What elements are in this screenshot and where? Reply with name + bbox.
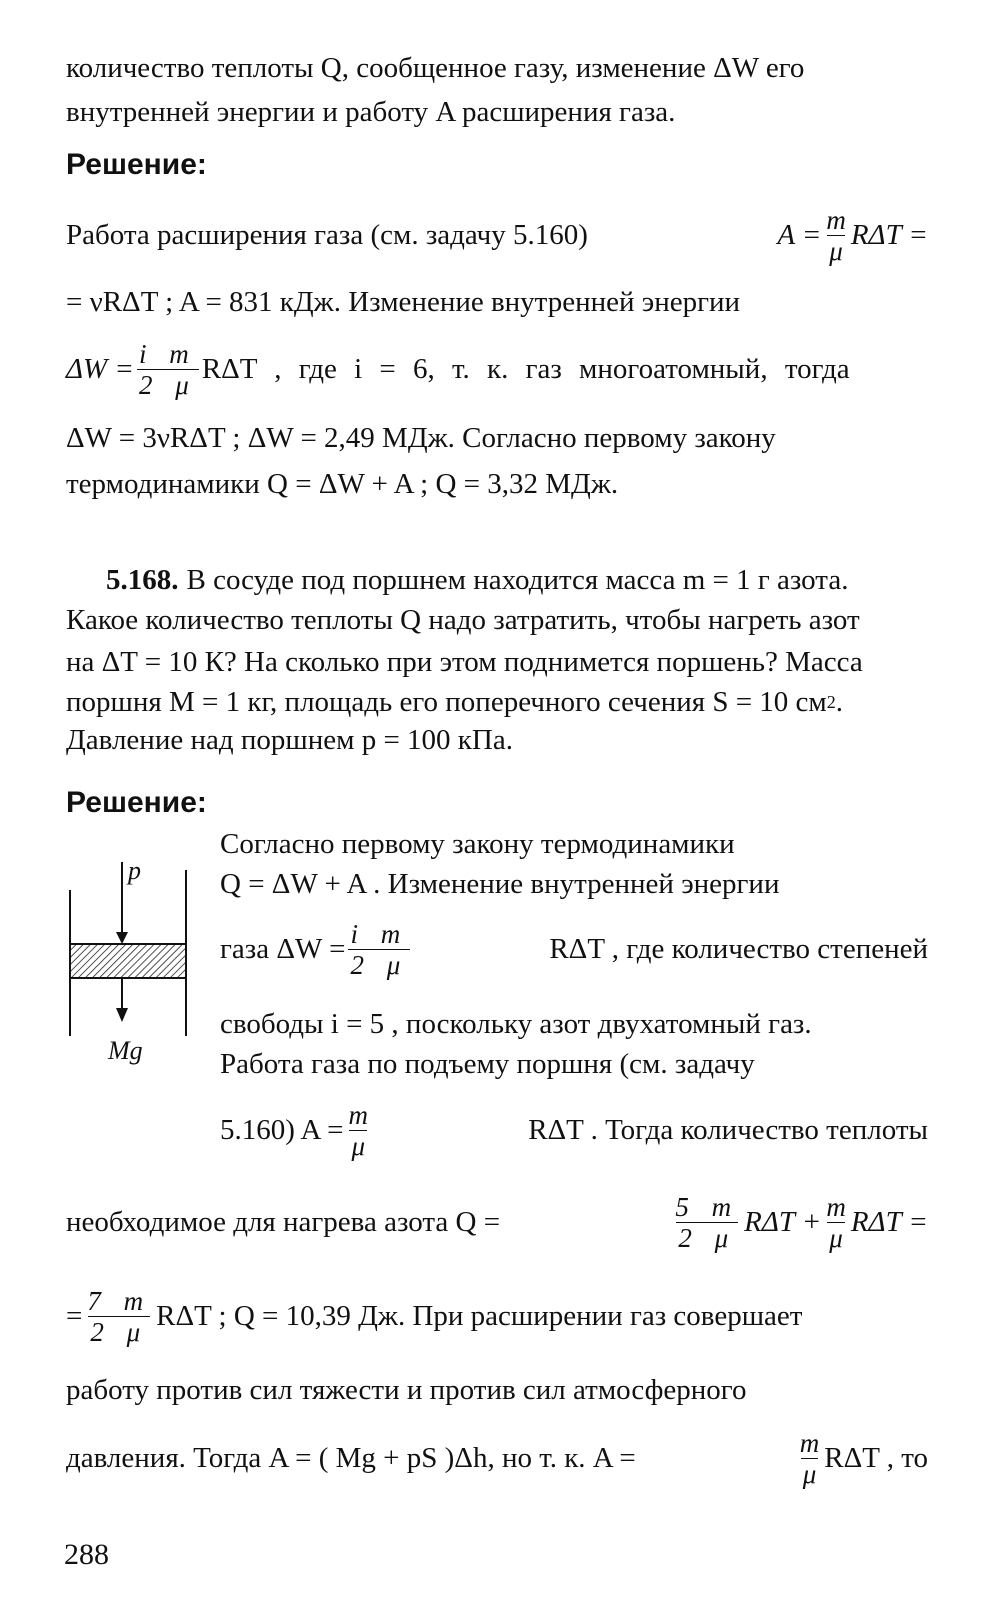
text-segment: Работа расширения газа (см. задачу 5.160) bbox=[66, 219, 588, 251]
text-segment: давления. Тогда A = ( Mg + pS )Δh, но т. к. A = bbox=[66, 1442, 636, 1474]
text-segment: . bbox=[835, 686, 844, 718]
fraction-numerator: m bbox=[348, 1099, 369, 1130]
text-line: = νRΔT ; A = 831 кДж. Изменение внутренней энергии bbox=[66, 286, 741, 318]
text-segment: RΔT , где i = 6, т. к. газ многоатомный, тогда bbox=[201, 353, 850, 385]
pressure-label: p⃗ bbox=[128, 856, 162, 885]
fraction bbox=[85, 1286, 153, 1347]
fraction bbox=[137, 339, 199, 400]
pressure-arrowhead bbox=[116, 932, 128, 944]
fraction bbox=[673, 1192, 741, 1253]
text-line: ΔW = 3νRΔT ; ΔW = 2,49 МДж. Согласно первому закону bbox=[66, 422, 776, 454]
fraction-numerator: 5 m bbox=[675, 1191, 740, 1222]
fraction-numerator: m bbox=[799, 1427, 820, 1458]
fraction-denominator: 2 μ bbox=[139, 369, 197, 400]
formula-line bbox=[66, 200, 928, 270]
problem-statement-line: на ΔT = 10 К? На сколько при этом поднимется поршень? Масса bbox=[66, 646, 863, 678]
problem-statement-line bbox=[106, 562, 928, 598]
fraction-numerator: i m bbox=[350, 918, 409, 949]
text-segment: поршня M = 1 кг, площадь его поперечного сечения S = 10 см bbox=[66, 686, 827, 718]
text-segment: RΔT ; Q = 10,39 Дж. При расширении газ совершает bbox=[156, 1300, 803, 1332]
text-line: Работа газа по подъему поршня (см. задачу bbox=[220, 1048, 755, 1080]
text-line: термодинамики Q = ΔW + A ; Q = 3,32 МДж. bbox=[66, 468, 619, 500]
fraction bbox=[798, 1428, 822, 1489]
fraction-denominator: 2 μ bbox=[90, 1316, 149, 1347]
formula-part: RΔT = bbox=[850, 1206, 928, 1238]
fraction-denominator: μ bbox=[829, 1222, 843, 1253]
formula-line bbox=[66, 1278, 928, 1354]
gravity-arrowhead bbox=[116, 1008, 128, 1022]
formula-part: RΔT = bbox=[850, 219, 928, 251]
superscript: 2 bbox=[826, 692, 836, 712]
piston bbox=[70, 944, 186, 978]
problem-number: 5.168. bbox=[106, 564, 179, 596]
fraction bbox=[824, 205, 848, 266]
piston-diagram bbox=[64, 850, 194, 1070]
fraction-denominator: 2 μ bbox=[678, 1222, 737, 1253]
fraction-denominator: μ bbox=[829, 235, 843, 266]
fraction-denominator: 2 μ bbox=[350, 949, 409, 980]
formula-line bbox=[220, 1092, 928, 1168]
problem-statement-line: Какое количество теплоты Q надо затратить, чтобы нагреть азот bbox=[66, 604, 860, 636]
fraction-numerator: m bbox=[826, 1191, 846, 1222]
fraction bbox=[824, 1192, 848, 1253]
text-segment: 5.160) A = bbox=[220, 1114, 344, 1146]
text-segment: RΔT , где количество степеней bbox=[549, 933, 928, 965]
text-line: количество теплоты Q, сообщенное газу, изменение ΔW его bbox=[66, 52, 805, 84]
text-segment: RΔT , то bbox=[824, 1442, 928, 1474]
formula bbox=[777, 205, 928, 266]
fraction-numerator: 7 m bbox=[87, 1285, 152, 1316]
text-line: работу против сил тяжести и против сил атмосферного bbox=[66, 1374, 747, 1406]
solution-heading: Решение: bbox=[66, 786, 207, 819]
text-line: Согласно первому закону термодинамики bbox=[220, 828, 735, 860]
text-line: внутренней энергии и работу A расширения газа. bbox=[66, 96, 676, 128]
fraction-numerator: i m bbox=[139, 338, 197, 369]
formula-line bbox=[66, 334, 928, 404]
formula-part: = bbox=[66, 1300, 83, 1332]
fraction-denominator: μ bbox=[802, 1458, 817, 1489]
text-line: Q = ΔW + A . Изменение внутренней энергии bbox=[220, 868, 780, 900]
text-segment: газа ΔW = bbox=[220, 933, 346, 965]
weight-label: Mg⃗ bbox=[108, 1036, 163, 1065]
fraction-numerator: m bbox=[826, 204, 846, 235]
solution-heading: Решение: bbox=[66, 148, 207, 181]
formula-part: A = bbox=[777, 219, 822, 251]
text-line: свободы i = 5 , поскольку азот двухатомный газ. bbox=[220, 1008, 812, 1040]
text-segment: В сосуде под поршнем находится масса m = 1 г азота. bbox=[186, 564, 849, 596]
page-number: 288 bbox=[64, 1538, 109, 1571]
formula-line bbox=[66, 1416, 928, 1500]
text-segment: RΔT . Тогда количество теплоты bbox=[528, 1114, 928, 1146]
fraction bbox=[348, 919, 410, 980]
formula-part: RΔT + bbox=[744, 1206, 822, 1238]
fraction-denominator: μ bbox=[351, 1130, 366, 1161]
formula-line bbox=[220, 914, 928, 984]
text-segment: необходимое для нагрева азота Q = bbox=[66, 1206, 501, 1238]
problem-statement-line bbox=[66, 684, 928, 720]
fraction bbox=[347, 1100, 371, 1161]
formula-part: ΔW = bbox=[66, 353, 134, 385]
problem-statement-line: Давление над поршнем p = 100 кПа. bbox=[66, 724, 513, 756]
formula-line bbox=[66, 1184, 928, 1260]
